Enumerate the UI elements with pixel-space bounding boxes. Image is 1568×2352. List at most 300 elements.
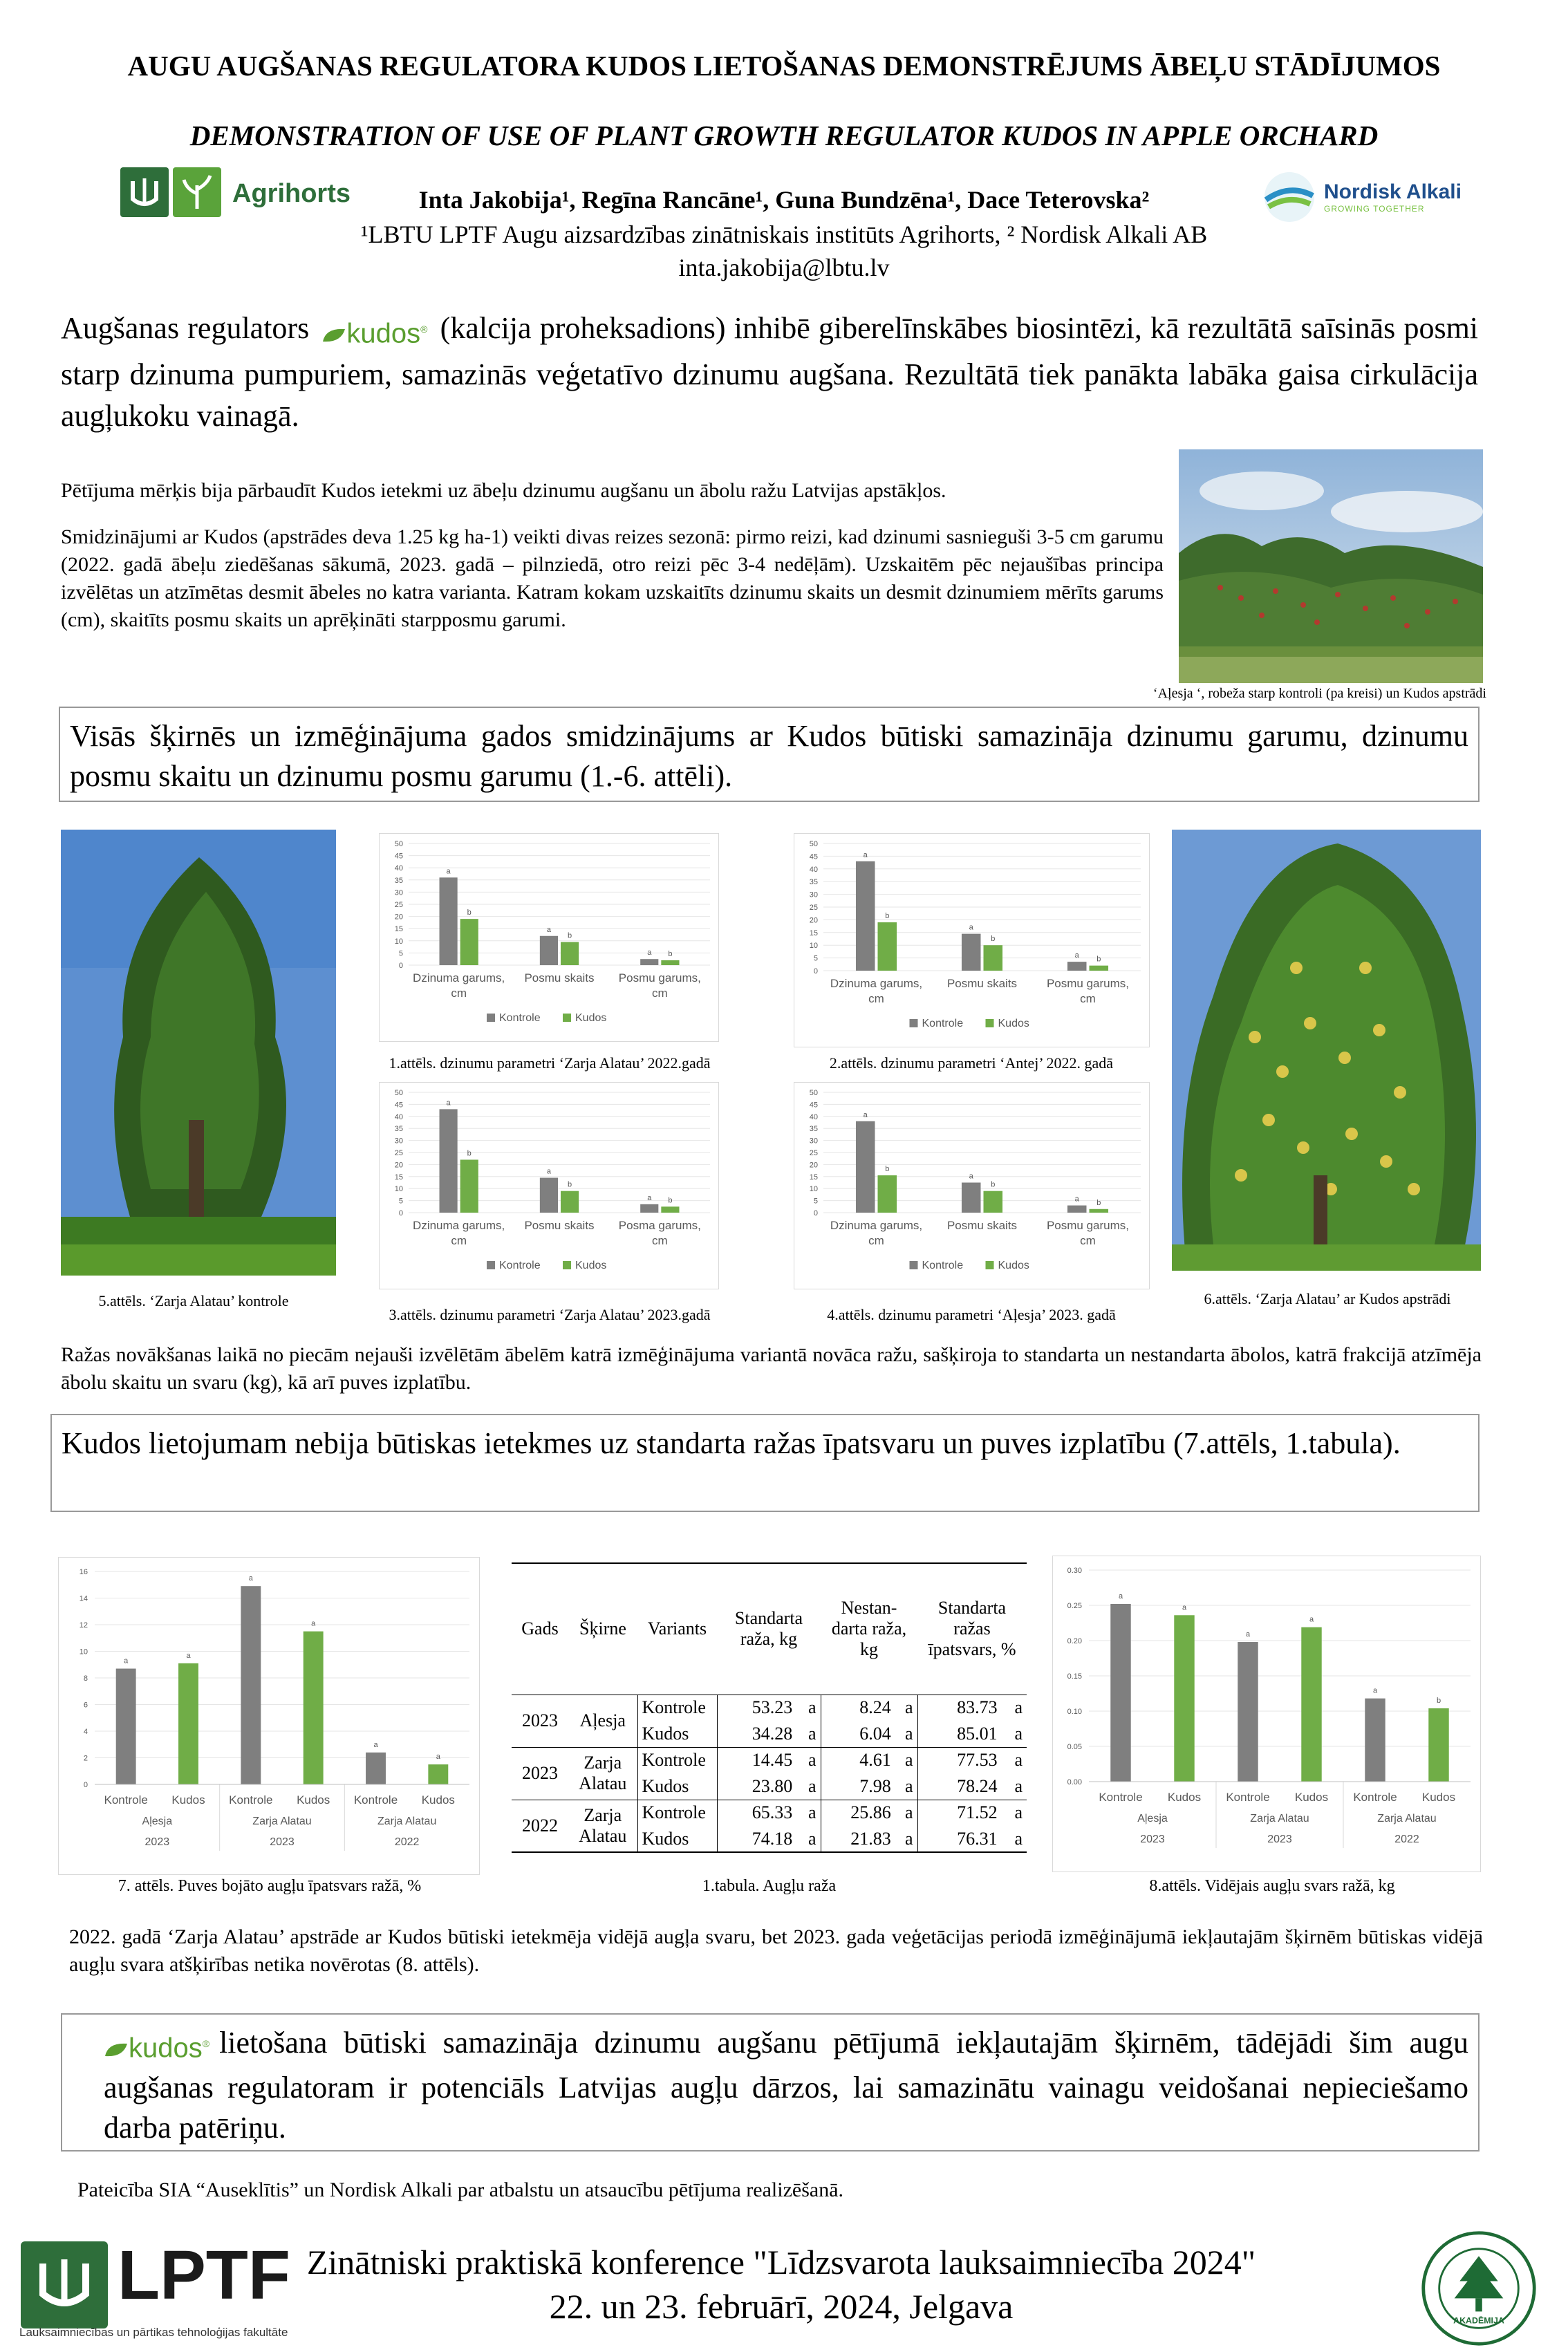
significance-letter: a: [1074, 951, 1079, 960]
university-seal-icon: [1417, 2230, 1540, 2347]
yield-table: [512, 1562, 1027, 1853]
cell-nonstandard: [821, 1826, 917, 1852]
fruit-weight-paragraph: 2022. gadā ‘Zarja Alatau’ apstrāde ar Kudos būtiski ietekmēja vidējā augļa svaru, bet 2023. gada veģetācijas periodā izmēģinājumā iekļautajām šķirnēm būtiskas vidējā augļu svara atšķirības netika novērotas (8. attēls).: [69, 1925, 1483, 1976]
x-group-year: 2023: [270, 1836, 295, 1848]
harvest-paragraph: Ražas novākšanas laikā no piecām nejauši izvēlētām ābelēm katrā izmēģinājuma variantā novāca ražu, sašķiroja to standarta un nestandarta ābolos, katrā frakcijā atzīmēja ābolu skaitu un svaru (kg), kā arī puves izplatību.: [61, 1343, 1482, 1394]
y-tick-label: 0: [398, 1209, 403, 1217]
y-tick-label: 45: [809, 852, 818, 861]
bar-kontrole: [1067, 962, 1087, 971]
bar-kudos: [661, 1206, 679, 1213]
fig8-chart-frame: [1052, 1556, 1481, 1872]
poster-title-lv: AUGU AUGŠANAS REGULATORA KUDOS LIETOŠANAS DEMONSTRĒJUMS ĀBEĻU STĀDĪJUMOS: [127, 50, 1441, 82]
x-category-label: Kontrole: [104, 1793, 148, 1807]
y-tick-label: 50: [809, 1089, 818, 1097]
legend-label-kudos: Kudos: [998, 1018, 1029, 1029]
significance-letter: b: [568, 931, 572, 940]
cell-value: 65.33: [752, 1802, 793, 1823]
y-tick-label: 16: [79, 1568, 88, 1576]
bar-kudos: [661, 960, 679, 965]
kudos-logo: kudos®: [321, 308, 427, 354]
significance-letter: b: [568, 1180, 572, 1189]
table-header-share: Standarta ražas īpatsvars, %: [928, 1598, 1016, 1660]
cell-share: [917, 1747, 1027, 1773]
x-group-year: 2023: [144, 1836, 170, 1848]
conclusion-kudos-text: kudos: [129, 2033, 203, 2064]
y-tick-label: 25: [394, 901, 403, 909]
bar-kontrole: [962, 934, 981, 971]
authors: Inta Jakobija¹, Regīna Rancāne¹, Guna Bundzēna¹, Dace Teterovska²: [418, 186, 1150, 214]
table-row: [512, 1695, 1027, 1721]
significance-letter: a: [546, 1167, 551, 1176]
x-category-label: Posmu skaits: [946, 977, 1018, 990]
bar-kudos: [1090, 1209, 1109, 1213]
significance-letter: a: [446, 867, 451, 876]
y-tick-label: 0: [83, 1781, 88, 1789]
y-tick-label: 15: [394, 1173, 403, 1182]
significance-letter: a: [311, 1619, 316, 1628]
significance-letter: b: [467, 1149, 472, 1158]
y-tick-label: 5: [398, 949, 403, 958]
significance-letter: a: [904, 1750, 913, 1771]
y-tick-label: 0.00: [1067, 1778, 1082, 1786]
y-tick-label: 30: [809, 890, 818, 899]
cell-value: 71.52: [957, 1802, 998, 1823]
significance-letter: b: [1096, 955, 1101, 964]
fig7-chart: [59, 1558, 479, 1874]
significance-letter: b: [668, 1196, 673, 1205]
y-tick-label: 0: [398, 962, 403, 970]
significance-letter: a: [904, 1802, 913, 1823]
x-category-label: Kudos: [421, 1793, 455, 1807]
contact-email: inta.jakobija@lbtu.lv: [678, 254, 890, 281]
legend-swatch-kudos: [986, 1019, 994, 1027]
significance-letter: a: [1182, 1603, 1187, 1612]
y-tick-label: 14: [79, 1594, 88, 1603]
cell-standard: [717, 1721, 821, 1747]
cell-share: [917, 1695, 1027, 1721]
agrihorts-logo-text: Agrihorts: [232, 178, 351, 208]
legend-swatch-kontrole: [487, 1261, 495, 1269]
fig8-caption: 8.attēls. Vidējais augļu svars ražā, kg: [1149, 1877, 1395, 1895]
significance-letter: a: [1245, 1630, 1251, 1639]
cell-variant: Kudos: [637, 1721, 717, 1747]
y-tick-label: 0: [813, 967, 818, 976]
y-tick-label: 20: [394, 1161, 403, 1170]
significance-letter: a: [863, 1110, 868, 1119]
significance-letter: b: [885, 1165, 890, 1174]
y-tick-label: 15: [809, 928, 818, 937]
poster-title-en: DEMONSTRATION OF USE OF PLANT GROWTH REGULATOR KUDOS IN APPLE ORCHARD: [189, 120, 1379, 151]
significance-letter: a: [1014, 1775, 1023, 1796]
table1-caption: 1.tabula. Augļu raža: [702, 1877, 837, 1895]
fig5-tree-image: [61, 830, 336, 1276]
y-tick-label: 45: [394, 1101, 403, 1110]
bar-kontrole: [1067, 1206, 1087, 1213]
kudos-leaf-icon: [104, 2041, 129, 2059]
lptf-logo-subtext: Lauksaimniecības un pārtikas tehnoloģijas fakultāte: [19, 2326, 288, 2339]
nordisk-alkali-text: Nordisk Alkali: [1324, 180, 1462, 203]
significance-letter: a: [1014, 1750, 1023, 1771]
cell-value: 34.28: [752, 1723, 793, 1744]
fig1-caption: 1.attēls. dzinumu parametri ‘Zarja Alatau’ 2022.gadā: [389, 1054, 711, 1072]
y-tick-label: 40: [394, 864, 403, 873]
fig6-caption: 6.attēls. ‘Zarja Alatau’ ar Kudos apstrādi: [1204, 1290, 1451, 1307]
y-tick-label: 40: [809, 865, 818, 874]
significance-letter: a: [1118, 1592, 1123, 1600]
x-category-label: Kontrole: [353, 1793, 398, 1807]
cell-value: 85.01: [957, 1723, 998, 1744]
y-tick-label: 0.05: [1067, 1743, 1082, 1751]
y-tick-label: 15: [394, 925, 403, 934]
y-tick-label: 12: [79, 1621, 88, 1630]
cell-value: 83.73: [957, 1697, 998, 1718]
cell-value: 14.45: [752, 1750, 793, 1771]
bar-kudos: [878, 1175, 897, 1213]
x-category-label: Kontrole: [1099, 1791, 1143, 1804]
conference-name: Zinātniski praktiskā konference "Līdzsvarota lauksaimniecība 2024": [306, 2243, 1256, 2281]
cell-nonstandard: [821, 1695, 917, 1721]
y-tick-label: 0.10: [1067, 1708, 1082, 1716]
significance-letter: a: [904, 1828, 913, 1849]
cell-variant: Kudos: [637, 1826, 717, 1852]
table-header-cultivar: Šķirne: [579, 1618, 626, 1639]
fig3-chart: [380, 1083, 718, 1289]
x-category-label: Dzinuma garums,: [413, 971, 505, 984]
x-category-label-unit: cm: [451, 987, 467, 1000]
bar-kontrole: [440, 877, 458, 965]
x-group-year: 2022: [1394, 1833, 1419, 1845]
x-category-label-unit: cm: [451, 1234, 467, 1247]
significance-letter: b: [1436, 1696, 1441, 1705]
y-tick-label: 10: [809, 1185, 818, 1194]
y-tick-label: 5: [398, 1197, 403, 1206]
x-category-label: Posmu skaits: [524, 971, 595, 984]
cell-share: [917, 1721, 1027, 1747]
y-tick-label: 25: [809, 904, 818, 912]
bar-kudos: [984, 1191, 1003, 1213]
cell-standard: [717, 1773, 821, 1800]
y-tick-label: 40: [394, 1112, 403, 1121]
x-group-year: 2022: [394, 1836, 420, 1848]
cell-variant: Kontrole: [637, 1695, 717, 1721]
significance-letter: b: [885, 912, 890, 921]
x-group-label: Aļesja: [142, 1816, 173, 1827]
cell-standard: [717, 1800, 821, 1826]
cell-cultivar: Zarja Alatau: [579, 1804, 627, 1846]
y-tick-label: 10: [79, 1648, 88, 1656]
significance-letter: a: [1074, 1195, 1079, 1204]
cell-standard: [717, 1826, 821, 1852]
y-tick-label: 45: [394, 852, 403, 861]
significance-letter: b: [991, 935, 996, 944]
x-category-label: Posmu garums,: [618, 971, 701, 984]
x-group-label: Zarja Alatau: [252, 1816, 312, 1827]
x-category-label-unit: cm: [1080, 992, 1096, 1005]
conclusion-box: [61, 2013, 1480, 2152]
fig7-caption: 7. attēls. Puves bojāto augļu īpatsvars ražā, %: [118, 1877, 422, 1895]
university-seal: [1417, 2230, 1540, 2352]
y-tick-label: 20: [394, 913, 403, 922]
legend-swatch-kontrole: [910, 1019, 918, 1027]
bar-kontrole: [856, 1121, 875, 1213]
significance-letter: a: [1014, 1802, 1023, 1823]
fig8-chart: [1053, 1556, 1480, 1872]
y-tick-label: 20: [809, 1161, 818, 1170]
cell-cultivar: Aļesja: [579, 1710, 626, 1730]
legend-label-kudos: Kudos: [575, 1012, 607, 1024]
methods-description: Smidzinājumi ar Kudos (apstrādes deva 1.25 kg ha-1) veikti divas reizes sezonā: pirmo reizi, kad dzinumi sasnieguši 3-5 cm garumu (2022. gadā ābeļu ziedēšanas sākumā, 2023. gadā – pilnziedā, otro reizi pēc 3-4 nedēļām). Uzskaitēm pēc nejaušības principa izvēlētas un atzīmētas desmit ābeles no katra varianta. Katram kokam uzskaitīts dzinumu skaits un desmit dzinumiem mērīts garums (cm), skaitīts posmu skaits un aprēķināti starpposmu garumi.: [61, 525, 1164, 631]
x-category-label-unit: cm: [868, 1234, 884, 1247]
y-tick-label: 0: [813, 1209, 818, 1217]
table-header-standard: Standarta raža, kg: [734, 1608, 803, 1650]
x-category-label-unit: cm: [1080, 1234, 1096, 1247]
bar-kontrole: [366, 1753, 386, 1784]
significance-letter: a: [1014, 1697, 1023, 1718]
cell-nonstandard: [821, 1721, 917, 1747]
cell-value: 4.61: [859, 1750, 891, 1771]
cell-variant: Kontrole: [637, 1747, 717, 1773]
fig5-caption: 5.attēls. ‘Zarja Alatau’ kontrole: [98, 1292, 289, 1309]
significance-letter: a: [647, 949, 652, 958]
x-category-label: Kudos: [297, 1793, 330, 1807]
affiliation: ¹LBTU LPTF Augu aizsardzības zinātniskais institūts Agrihorts, ² Nordisk Alkali AB: [360, 221, 1208, 248]
y-tick-label: 2: [83, 1754, 88, 1763]
x-category-label: Kudos: [171, 1793, 205, 1807]
x-category-label-unit: cm: [868, 992, 884, 1005]
x-category-label: Posma garums,: [618, 1219, 701, 1232]
significance-letter: a: [808, 1697, 816, 1718]
significance-letter: a: [808, 1750, 816, 1771]
y-tick-label: 15: [809, 1173, 818, 1182]
x-category-label: Posmu garums,: [1046, 977, 1130, 990]
x-category-label-unit: cm: [651, 1234, 668, 1247]
intro-text-after: (kalcija proheksadions) inhibē giberelīnskābes biosintēzi, kā rezultātā saīsinās posmi starp dzinuma pumpuriem, samazinās veģetatīvo dzinumu augšana. Rezultātā tiek panākta labāka gaisa cirkulācija augļukoku vainagā.: [61, 311, 1479, 433]
cell-value: 6.04: [859, 1723, 891, 1744]
y-tick-label: 0.25: [1067, 1602, 1082, 1610]
bar-kudos: [178, 1663, 198, 1784]
table-row: [512, 1800, 1027, 1826]
y-tick-label: 45: [809, 1101, 818, 1110]
y-tick-label: 0.15: [1067, 1672, 1082, 1681]
significance-letter: a: [1309, 1615, 1314, 1624]
legend-swatch-kontrole: [487, 1014, 495, 1022]
nordisk-alkali-logo: [1262, 169, 1462, 225]
bar-kudos: [1428, 1708, 1448, 1782]
y-tick-label: 20: [809, 916, 818, 925]
cell-standard: [717, 1747, 821, 1773]
x-category-label: Kudos: [1421, 1791, 1456, 1804]
significance-letter: a: [808, 1775, 816, 1796]
y-tick-label: 10: [809, 942, 818, 951]
bar-kudos: [561, 942, 579, 965]
x-category-label: Kontrole: [1226, 1791, 1270, 1804]
y-tick-label: 4: [83, 1728, 88, 1736]
lptf-logo-icon: [19, 2240, 109, 2330]
cell-value: 23.80: [752, 1775, 793, 1796]
legend-label-kontrole: Kontrole: [499, 1260, 541, 1271]
cell-value: 53.23: [752, 1697, 793, 1718]
fig2-chart-frame: [794, 833, 1150, 1047]
bar-kudos: [984, 945, 1003, 971]
orchard-border-photo: [1179, 449, 1483, 683]
significance-letter: a: [186, 1651, 191, 1660]
cell-value: 77.53: [957, 1750, 998, 1771]
significance-letter: a: [808, 1828, 816, 1849]
bar-kudos: [1301, 1627, 1321, 1782]
fig1-chart-frame: [379, 833, 719, 1042]
significance-letter: a: [373, 1740, 378, 1749]
legend-swatch-kudos: [563, 1014, 571, 1022]
cell-year: 2022: [522, 1815, 558, 1836]
fig6-tree-image: [1172, 830, 1481, 1271]
y-tick-label: 25: [809, 1149, 818, 1157]
fig2-chart: [794, 834, 1149, 1047]
cell-variant: Kontrole: [637, 1800, 717, 1826]
significance-letter: a: [808, 1723, 816, 1744]
fig3-chart-frame: [379, 1082, 719, 1289]
fig3-caption: 3.attēls. dzinumu parametri ‘Zarja Alatau’ 2023.gadā: [389, 1306, 711, 1323]
cell-variant: Kudos: [637, 1773, 717, 1800]
significance-letter: a: [1014, 1828, 1023, 1849]
table-row: [512, 1747, 1027, 1773]
significance-letter: b: [991, 1180, 996, 1189]
y-tick-label: 35: [809, 1125, 818, 1134]
y-tick-label: 50: [394, 1089, 403, 1097]
bar-kudos: [1174, 1615, 1194, 1782]
x-category-label: Dzinuma garums,: [413, 1219, 505, 1232]
y-tick-label: 50: [809, 840, 818, 848]
cell-value: 7.98: [859, 1775, 891, 1796]
significance-letter: a: [124, 1656, 129, 1665]
y-tick-label: 10: [394, 937, 403, 946]
bar-kontrole: [1110, 1604, 1130, 1782]
y-tick-label: 30: [394, 888, 403, 897]
significance-letter: a: [808, 1802, 816, 1823]
y-tick-label: 10: [394, 1185, 403, 1194]
y-tick-label: 25: [394, 1149, 403, 1157]
fig4-caption: 4.attēls. dzinumu parametri ‘Aļesja’ 2023. gadā: [827, 1306, 1116, 1323]
conclusion-kudos-logo: kudos®: [104, 2024, 209, 2068]
kudos-leaf-icon: [321, 326, 346, 344]
bar-kudos: [304, 1632, 324, 1784]
acknowledgement: Pateicība SIA “Auseklītis” un Nordisk Alkali par atbalstu un atsaucību pētījuma realizēšanā.: [77, 2178, 844, 2201]
y-tick-label: 5: [813, 1197, 818, 1206]
y-tick-label: 40: [809, 1112, 818, 1121]
bar-kontrole: [1238, 1642, 1258, 1782]
y-tick-label: 50: [394, 840, 403, 848]
significance-letter: a: [969, 923, 973, 932]
fig5-tree-photo: [61, 830, 336, 1276]
significance-letter: a: [969, 1172, 973, 1181]
orchard-photo-image: [1179, 449, 1483, 683]
x-category-label: Dzinuma garums,: [830, 977, 923, 990]
x-group-label: Zarja Alatau: [1377, 1813, 1437, 1824]
intro-paragraph: [61, 308, 1478, 437]
x-category-label: Kontrole: [229, 1793, 273, 1807]
cell-value: 74.18: [752, 1828, 793, 1849]
intro-text-before: Augšanas regulators: [61, 311, 310, 345]
significance-letter: a: [904, 1697, 913, 1718]
y-tick-label: 0.20: [1067, 1637, 1082, 1645]
significance-letter: a: [904, 1723, 913, 1744]
table-header-nonstandard: Nestan-darta raža, kg: [831, 1598, 907, 1660]
bar-kudos: [460, 919, 478, 965]
significance-letter: a: [446, 1099, 451, 1108]
cell-share: [917, 1826, 1027, 1852]
bar-kontrole: [640, 959, 658, 965]
significance-letter: a: [1372, 1686, 1378, 1695]
x-category-label: Kontrole: [1353, 1791, 1397, 1804]
x-category-label: Posmu garums,: [1046, 1219, 1130, 1232]
bar-kontrole: [116, 1669, 136, 1784]
fig4-chart-frame: [794, 1082, 1150, 1289]
fig1-chart: [380, 834, 718, 1041]
table-header-year: Gads: [521, 1618, 559, 1639]
significance-letter: a: [1014, 1723, 1023, 1744]
yield-table-wrap: [512, 1562, 1027, 1853]
legend-label-kontrole: Kontrole: [922, 1260, 964, 1271]
legend-swatch-kudos: [986, 1261, 994, 1269]
key-finding-box-2: Kudos lietojumam nebija būtiskas ietekmes uz standarta ražas īpatsvaru un puves izplatību (7.attēls, 1.tabula).: [50, 1414, 1480, 1512]
bar-kontrole: [540, 1178, 558, 1213]
x-category-label: Kudos: [1294, 1791, 1329, 1804]
cell-value: 78.24: [957, 1775, 998, 1796]
cell-share: [917, 1800, 1027, 1826]
fig4-chart: [794, 1083, 1149, 1289]
nordisk-alkali-subtext: GROWING TOGETHER: [1324, 204, 1425, 214]
lptf-logo-text: LPTF: [118, 2237, 290, 2314]
bar-kudos: [878, 922, 897, 971]
bar-kudos: [428, 1764, 448, 1784]
cell-year: 2023: [522, 1710, 558, 1730]
cell-nonstandard: [821, 1773, 917, 1800]
x-category-label: Posmu skaits: [946, 1219, 1018, 1232]
conclusion-text: lietošana būtiski samazināja dzinumu augšanu pētījumā iekļautajām šķirnēm, tādējādi šim augu augšanas regulatoram ir potenciāls Latvijas augļu dārzos, lai samazinātu vainagu veidošanai nepieciešamo darba patēriņu.: [104, 2026, 1468, 2145]
significance-letter: b: [1096, 1198, 1101, 1207]
significance-letter: a: [546, 925, 551, 934]
y-tick-label: 8: [83, 1674, 88, 1683]
fig6-tree-photo: [1172, 830, 1481, 1271]
x-category-label-unit: cm: [651, 987, 668, 1000]
conference-footer: [263, 2240, 1300, 2328]
legend-label-kudos: Kudos: [575, 1260, 607, 1271]
y-tick-label: 35: [394, 1125, 403, 1134]
kudos-logo-text: kudos: [346, 318, 421, 349]
bar-kudos: [561, 1191, 579, 1213]
y-tick-label: 0.30: [1067, 1567, 1082, 1575]
significance-letter: b: [668, 949, 673, 958]
fig7-chart-frame: [58, 1557, 480, 1875]
y-tick-label: 35: [394, 876, 403, 885]
x-category-label: Posmu skaits: [524, 1219, 595, 1232]
bar-kontrole: [640, 1204, 658, 1213]
bar-kontrole: [241, 1586, 261, 1784]
bar-kontrole: [1365, 1699, 1385, 1782]
x-group-label: Zarja Alatau: [1250, 1813, 1309, 1824]
x-category-label: Dzinuma garums,: [830, 1219, 923, 1232]
y-tick-label: 35: [809, 878, 818, 887]
bar-kontrole: [962, 1183, 981, 1213]
legend-swatch-kudos: [563, 1261, 571, 1269]
legend-label-kudos: Kudos: [998, 1260, 1029, 1271]
table-header-variant: Variants: [647, 1618, 707, 1639]
cell-cultivar: Zarja Alatau: [579, 1753, 627, 1793]
significance-letter: a: [647, 1193, 652, 1202]
cell-value: 25.86: [850, 1802, 891, 1823]
significance-letter: b: [467, 908, 472, 917]
cell-value: 21.83: [850, 1828, 891, 1849]
cell-year: 2023: [522, 1763, 558, 1783]
